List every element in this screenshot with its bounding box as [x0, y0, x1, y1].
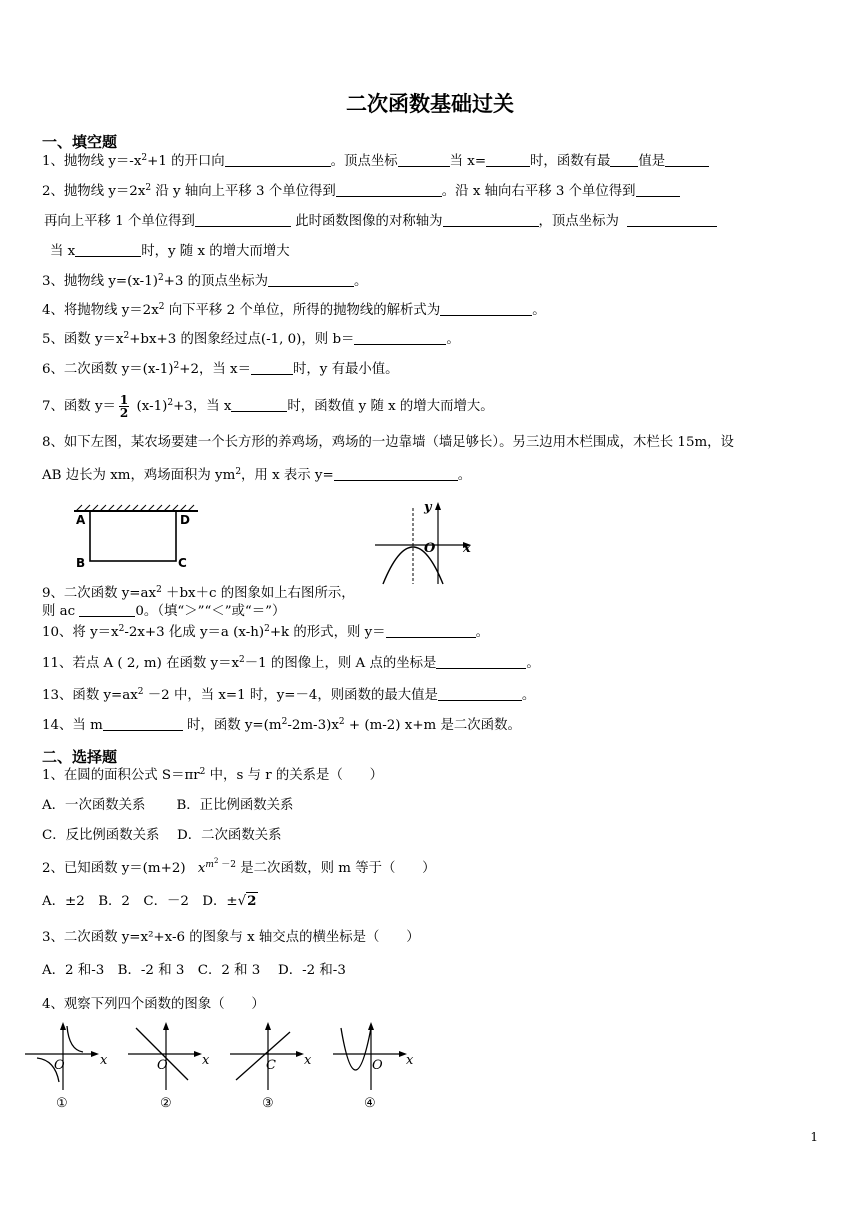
point-label-c: C	[178, 556, 187, 570]
blank	[610, 153, 638, 167]
blank	[443, 213, 539, 227]
question-8-cont: AB 边长为 xm，鸡场面积为 $ym^2$，用 x 表示 y= 。	[42, 467, 472, 483]
question-10: 10、将 $y=x^2-2x+3$ 化成 y＝a $(x-h)^2+k$ 的形式，则 y＝ 。	[42, 624, 489, 640]
blank	[438, 687, 522, 701]
question-9-cont: 则 ac 0。（填“＞”“＜”或“＝”）	[42, 604, 286, 619]
section-multiple-choice: 二、选择题	[42, 748, 118, 766]
question-2-cont: 再向上平移 1 个单位得到 此时函数图像的对称轴为 ，顶点坐标为	[44, 213, 717, 231]
question-5: 5、函数 $y=x^2+bx+3$ 的图象经过点(-1, 0)，则 b＝ 。	[42, 331, 460, 347]
axis-label-y: y	[424, 500, 432, 515]
graph-3-label: ③	[262, 1096, 274, 1111]
graph-2-x-label: x	[202, 1053, 210, 1068]
graph-2	[128, 1022, 208, 1092]
graph-4-origin: O	[372, 1058, 383, 1073]
graph-3-origin: C	[266, 1058, 276, 1073]
graph-2-origin: O	[157, 1058, 168, 1073]
graph-1-origin: O	[54, 1058, 65, 1073]
choice-question-4: 4、观察下列四个函数的图象（ ）	[42, 997, 265, 1012]
choice-2-options: A．±2 B．2 C．－2 D．±√2	[42, 893, 257, 909]
blank	[436, 655, 526, 669]
graph-4-x-label: x	[406, 1053, 414, 1068]
blank	[251, 361, 293, 375]
axis-label-x: x	[463, 541, 471, 556]
blank	[386, 624, 476, 638]
blank	[75, 243, 141, 257]
graph-1-x-label: x	[100, 1053, 108, 1068]
blank	[225, 153, 331, 167]
point-label-b: B	[76, 556, 86, 570]
blank	[336, 183, 442, 197]
question-1: 1、抛物线 $y=-x^2+1$ 的开口向 。顶点坐标 当 x= 时，函数有最 值是	[42, 153, 709, 171]
graph-2-label: ②	[160, 1096, 172, 1111]
blank	[486, 153, 530, 167]
question-8: 8、如下左图，某农场要建一个长方形的养鸡场，鸡场的一边靠墙（墙足够长）。另三边用木栏围成，木栏长 15m，设	[42, 435, 734, 450]
blank	[268, 273, 354, 287]
choice-question-1: 1、在圆的面积公式 $S=\pi r^2$ 中，s 与 r 的关系是（ ）	[42, 767, 384, 783]
blank	[398, 153, 450, 167]
blank	[665, 153, 709, 167]
blank	[334, 467, 458, 481]
graph-1	[25, 1022, 108, 1092]
choice-1-options-ab: A．一次函数关系 B．正比例函数关系	[42, 798, 294, 813]
graph-3-x-label: x	[304, 1053, 312, 1068]
blank	[103, 717, 183, 731]
graph-4-label: ④	[364, 1096, 376, 1111]
page-number: 1	[810, 1130, 818, 1144]
blank	[79, 603, 135, 617]
origin-label: O	[424, 541, 436, 556]
page-title: 二次函数基础过关	[346, 92, 514, 116]
choice-1-options-cd: C．反比例函数关系 D．二次函数关系	[42, 828, 282, 843]
question-2: 2、抛物线 $y=2x^2$ 沿 y 轴向上平移 3 个单位得到 。沿 x 轴向右平移 3 个单位得到	[42, 183, 680, 201]
point-label-d: D	[180, 513, 190, 527]
question-13: 13、函数 $y=ax^2 -2$ 中，当 x=1 时，y=－4，则函数的最大值是 。	[42, 687, 536, 703]
choice-question-2: 2、已知函数 y＝(m+2) $x^{m2}$ $^{-2}$ 是二次函数，则 m 等于（ ）	[42, 857, 436, 876]
question-6: 6、二次函数 $y=(x-1)^2+2$，当 x＝ 时，y 有最小值。	[42, 361, 399, 377]
graph-4	[333, 1022, 413, 1092]
question-11: 11、若点 A ( 2, m) 在函数 $y=x^2-1$ 的图像上，则 A 点的坐标是 。	[42, 655, 540, 671]
question-9: 9、二次函数 $y=ax^2 +bx+c$ 的图象如上右图所示，	[42, 585, 355, 601]
question-4: 4、将抛物线 $y=2x^2$ 向下平移 2 个单位，所得的抛物线的解析式为 。	[42, 302, 546, 318]
blank	[627, 213, 717, 227]
question-7: 7、函数 y＝ $\frac{1}{2}$ $(x-1)^2+3$，当 x 时，函数值 y 随 x 的增大而增大。	[42, 393, 494, 420]
choice-question-3: 3、二次函数 y=x²+x-6 的图象与 x 轴交点的横坐标是（ ）	[42, 930, 420, 945]
choice-3-options: A．2 和-3 B．-2 和 3 C．2 和 3 D．-2 和-3	[42, 963, 346, 978]
point-label-a: A	[76, 513, 86, 527]
section-fill-in: 一、填空题	[42, 133, 118, 151]
question-3: 3、抛物线 $y=(x-1)^2+3$ 的顶点坐标为 。	[42, 273, 368, 289]
blank	[231, 398, 287, 412]
blank	[354, 331, 446, 345]
graph-3	[230, 1022, 310, 1092]
graph-1-label: ①	[56, 1096, 68, 1111]
blank	[636, 183, 680, 197]
sqrt-icon: √	[237, 894, 247, 909]
blank	[195, 213, 291, 227]
question-2-cont2: 当 x 时，y 随 x 的增大而增大	[50, 244, 290, 259]
fraction: $\frac{1}{2}$	[119, 393, 129, 420]
blank	[440, 302, 532, 316]
question-14: 14、当 m 时，函数 $y=(m^2-2m-3)x^2 + (m-2)$ x+m 是二次函数。	[42, 717, 521, 733]
